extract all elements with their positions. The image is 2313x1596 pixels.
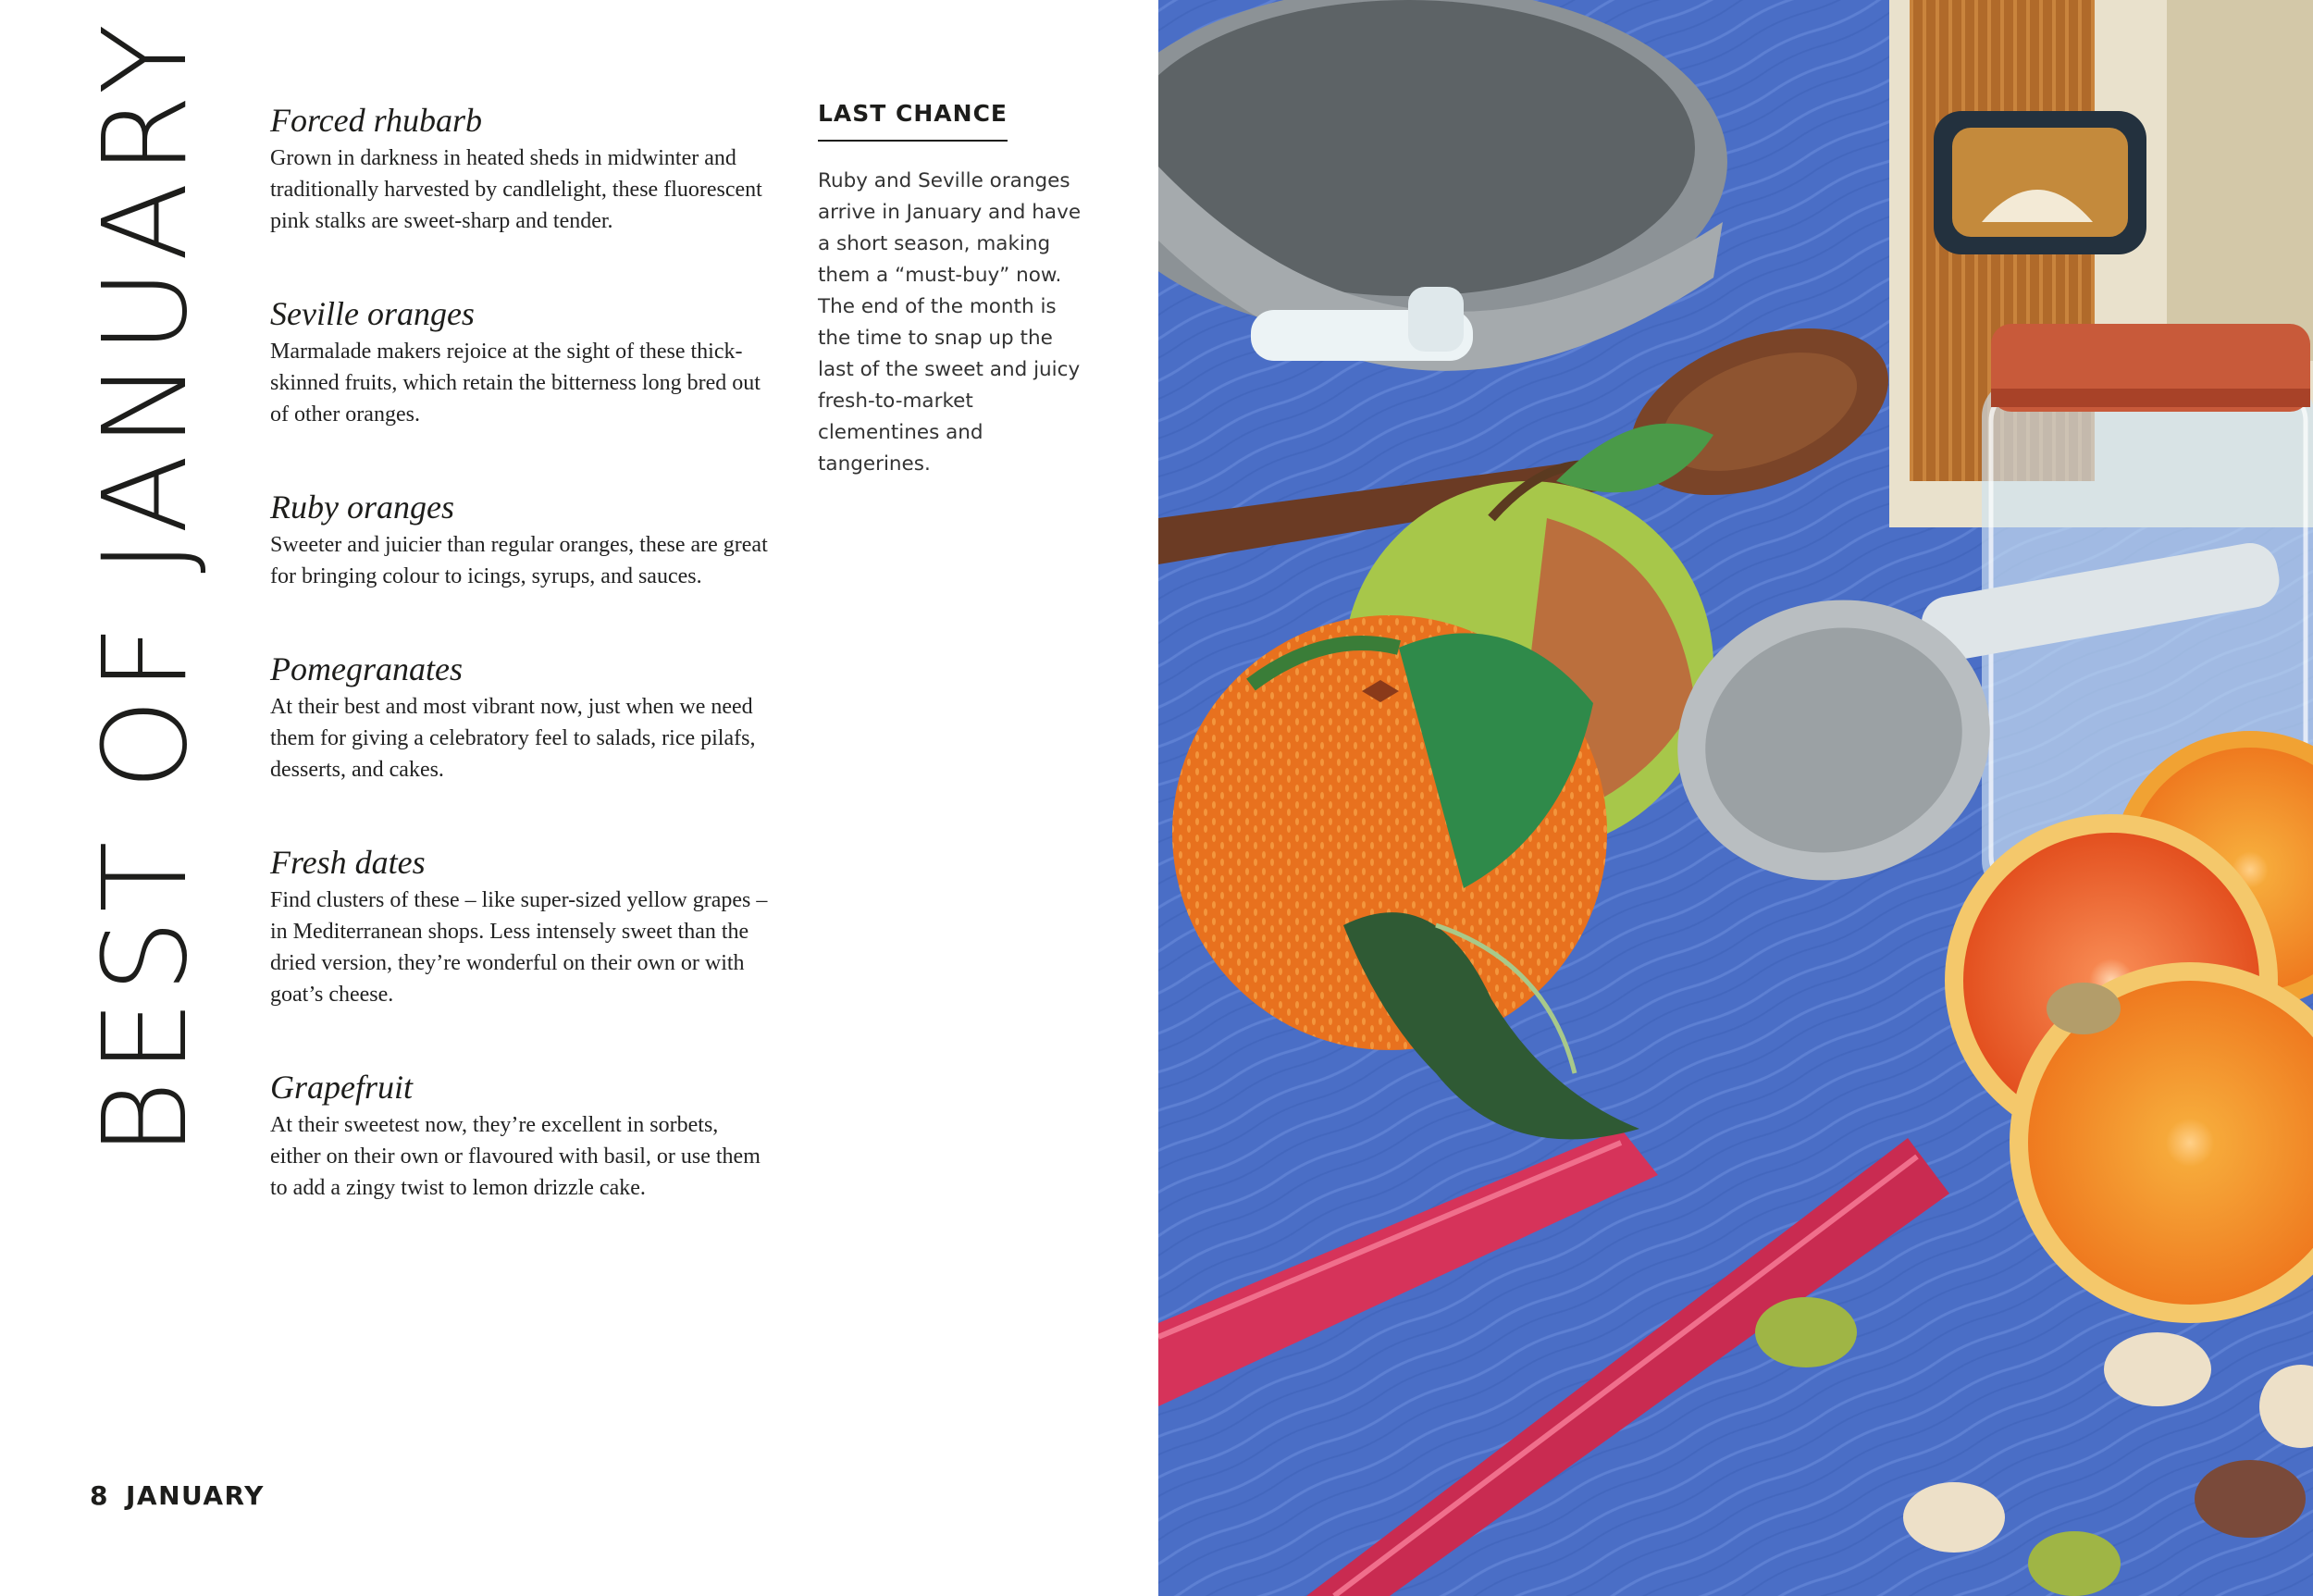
produce-entry <box>270 487 770 592</box>
entry-heading: Grapefruit <box>270 1069 414 1106</box>
sidebar-heading: LAST CHANCE <box>818 100 1008 142</box>
produce-entry <box>270 649 770 786</box>
produce-entry <box>270 100 770 237</box>
produce-entry <box>270 1067 770 1204</box>
produce-list <box>270 100 770 1260</box>
entry-heading: Ruby oranges <box>270 489 454 526</box>
produce-entry <box>270 842 770 1010</box>
entry-heading: Forced rhubarb <box>270 102 482 139</box>
illustration-panel <box>1158 0 2313 1596</box>
entry-text: Grown in darkness in heated sheds in midwinter and traditionally harvested by candlelight, these fluorescent pink stalks are sweet-sharp and tender. <box>270 146 762 233</box>
entry-heading: Pomegranates <box>270 650 463 687</box>
page-title: BEST OF JANUARY <box>79 16 213 1157</box>
entry-text: At their best and most vibrant now, just when we need them for giving a celebratory feel to salads, rice pilafs, desserts, and cakes. <box>270 695 756 782</box>
entry-text: At their sweetest now, they’re excellent in sorbets, either on their own or flavoured with basil, or use them to add a zingy twist to lemon drizzle cake. <box>270 1113 761 1200</box>
entry-heading: Seville oranges <box>270 295 475 332</box>
sidebar-text: Ruby and Seville oranges arrive in January and have a short season, making them a “must-buy” now. The end of the month is the time to snap up the last of the sweet and juicy fresh-to-market clementines and tangerines. <box>818 169 1082 476</box>
page-footer <box>90 1480 265 1511</box>
section-name: JANUARY <box>125 1480 265 1511</box>
last-chance-sidebar <box>818 100 1086 480</box>
entry-text: Marmalade makers rejoice at the sight of these thick-skinned fruits, which retain the bitterness long bred out of other oranges. <box>270 340 761 427</box>
still-life-illustration <box>1158 0 2313 1596</box>
entry-text: Sweeter and juicier than regular oranges, these are great for bringing colour to icings, syrups, and sauces. <box>270 533 768 588</box>
entry-text: Find clusters of these – like super-sized yellow grapes – in Mediterranean shops. Less intensely sweet than the dried version, they’re wonderful on their own or with goat’s cheese. <box>270 888 768 1007</box>
page-number: 8 <box>90 1480 109 1511</box>
entry-heading: Fresh dates <box>270 844 426 881</box>
produce-entry <box>270 293 770 430</box>
